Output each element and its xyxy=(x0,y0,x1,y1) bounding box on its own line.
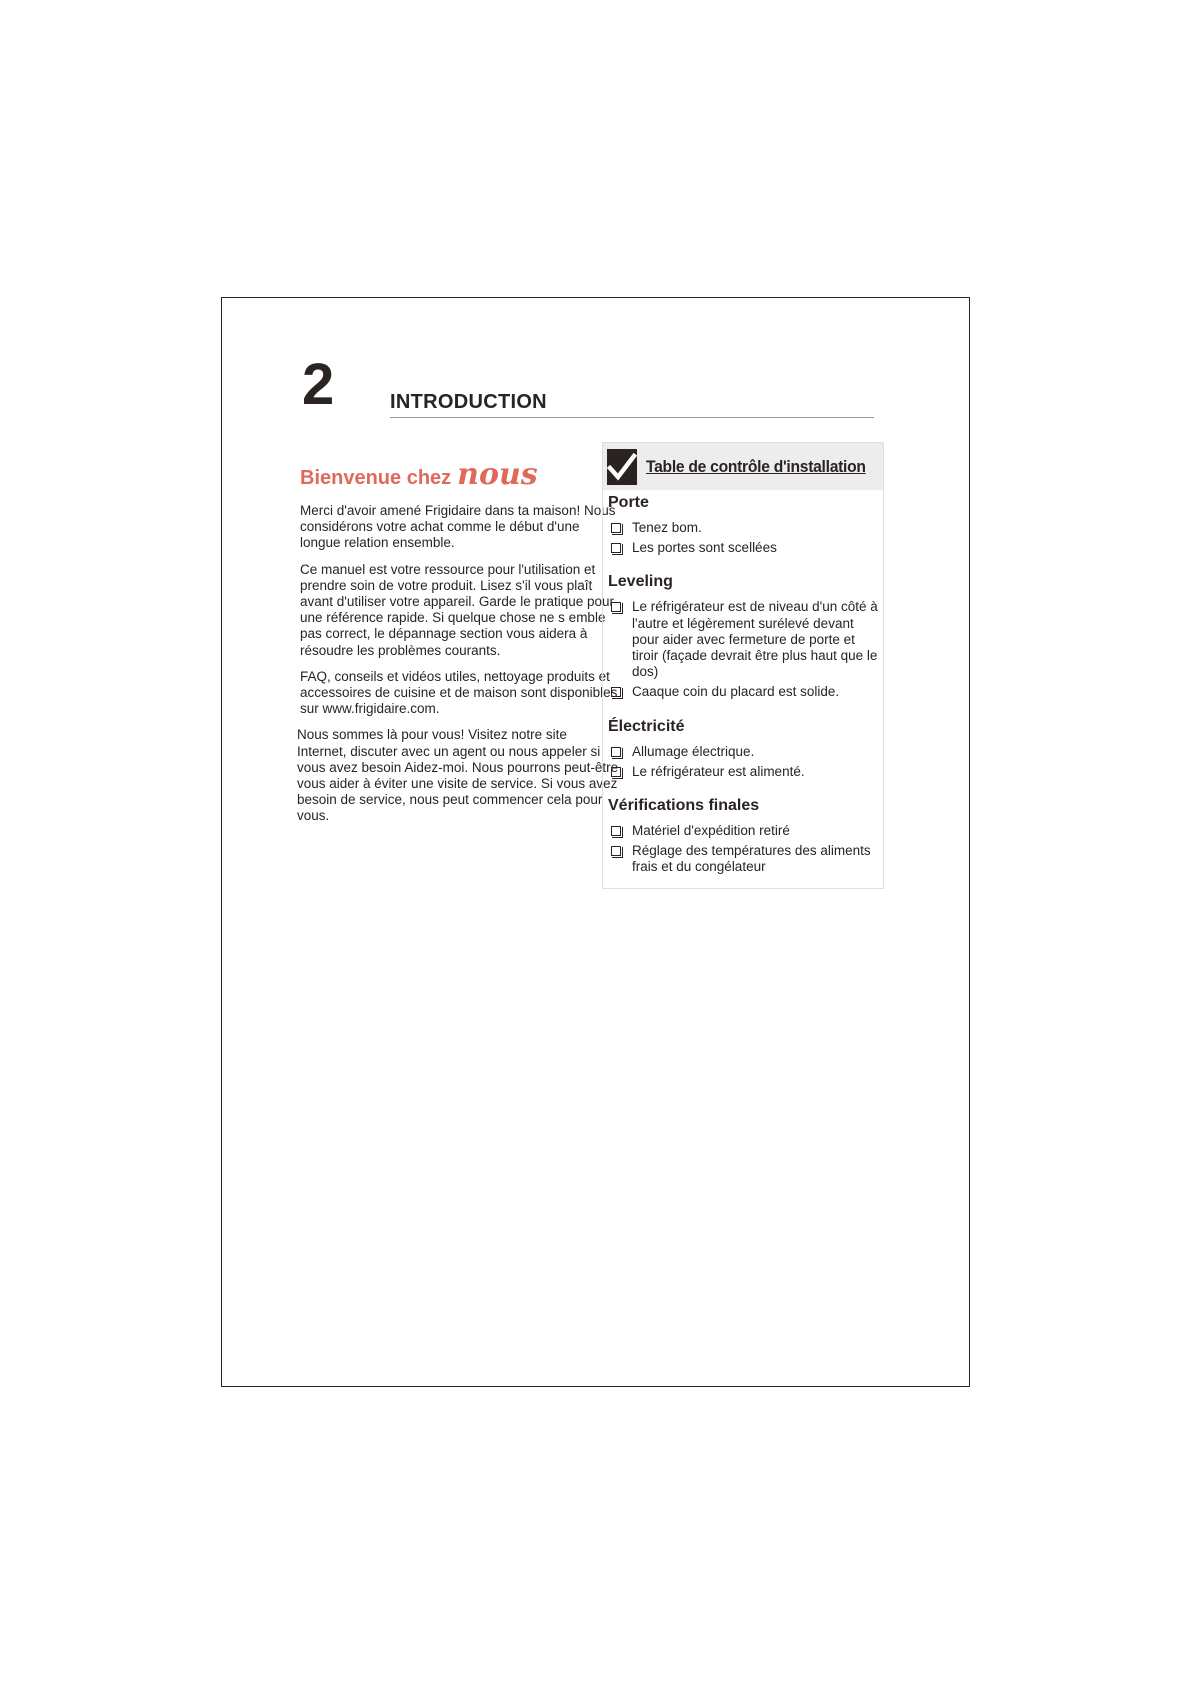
welcome-paragraph: Merci d'avoir amené Frigidaire dans ta maison! Nous considérons votre achat comme le début d'une longue relation ensemble. xyxy=(300,503,616,551)
checklist-item xyxy=(608,744,879,760)
page-number: 2 xyxy=(302,352,335,417)
checklist-group-leveling xyxy=(603,573,883,700)
checklist-item xyxy=(608,599,879,680)
checklist-group-verifications xyxy=(603,797,883,876)
checklist-item xyxy=(608,684,879,700)
checkbox-icon xyxy=(611,602,621,612)
item-text: Le réfrigérateur est alimenté. xyxy=(632,763,805,779)
checklist-item xyxy=(608,823,879,839)
checkbox-icon xyxy=(611,523,621,533)
group-title: Leveling xyxy=(608,573,673,591)
checklist-item xyxy=(608,843,879,875)
welcome-paragraph: Nous sommes là pour vous! Visitez notre site Internet, discuter avec un agent ou nous appeler si vous avez besoin Aidez-moi. Nous pourrons peut-être vous aider à éviter une visite de service. Si vous avez besoin de service, nous peut commencer cela pour vous. xyxy=(297,727,619,824)
checkmark-icon xyxy=(607,449,637,485)
item-text: Allumage électrique. xyxy=(632,743,755,759)
checkbox-icon xyxy=(611,767,621,777)
group-title: Porte xyxy=(608,494,649,511)
group-title: Électricité xyxy=(608,717,685,735)
item-text: Caaque coin du placard est solide. xyxy=(632,684,840,700)
welcome-paragraph: Ce manuel est votre ressource pour l'utilisation et prendre soin de votre produit. Lisez s'il vous plaît avant d'utiliser votre appareil. Garde le pratique pour une référence rapide. Si quelque chose ne s emble pas correct, le dépannage section vous aidera à résoudre les problèmes courants. xyxy=(300,561,615,658)
checklist-group-porte xyxy=(603,494,883,556)
checklist-item xyxy=(608,520,879,536)
checkbox-icon xyxy=(611,846,621,856)
item-text: Le réfrigérateur est de niveau d'un côté à l'autre et légèrement surélevé devant pour aider avec fermeture de porte et tiroir (façade devrait être plus haut que le dos) xyxy=(632,599,878,680)
section-title: INTRODUCTION xyxy=(390,391,547,413)
checklist-header xyxy=(603,443,883,490)
item-text: Tenez bom. xyxy=(632,520,702,535)
welcome-paragraph: FAQ, conseils et vidéos utiles, nettoyage produits et accessoires de cuisine et de maison sont disponibles sur www.frigidaire.com. xyxy=(300,668,618,717)
checklist-item xyxy=(608,764,879,780)
item-text: Matériel d'expédition retiré xyxy=(632,823,790,839)
item-text: Réglage des températures des aliments frais et du congélateur xyxy=(632,843,871,875)
checklist-title: Table de contrôle d'installation xyxy=(646,456,866,476)
manual-page xyxy=(221,297,970,1387)
checkbox-icon xyxy=(611,747,621,757)
checkbox-icon xyxy=(611,543,621,553)
checklist-group-electricite xyxy=(603,718,883,780)
welcome-heading-text: Bienvenue chez xyxy=(300,467,452,489)
welcome-heading xyxy=(300,457,620,492)
title-divider xyxy=(390,417,874,418)
checklist-item xyxy=(608,540,879,556)
checkbox-icon xyxy=(611,826,621,836)
installation-checklist xyxy=(602,442,884,889)
welcome-heading-script: nous xyxy=(457,457,538,492)
group-title: Vérifications finales xyxy=(608,797,760,815)
welcome-column xyxy=(298,457,620,825)
checkbox-icon xyxy=(611,687,621,697)
item-text: Les portes sont scellées xyxy=(632,540,777,556)
